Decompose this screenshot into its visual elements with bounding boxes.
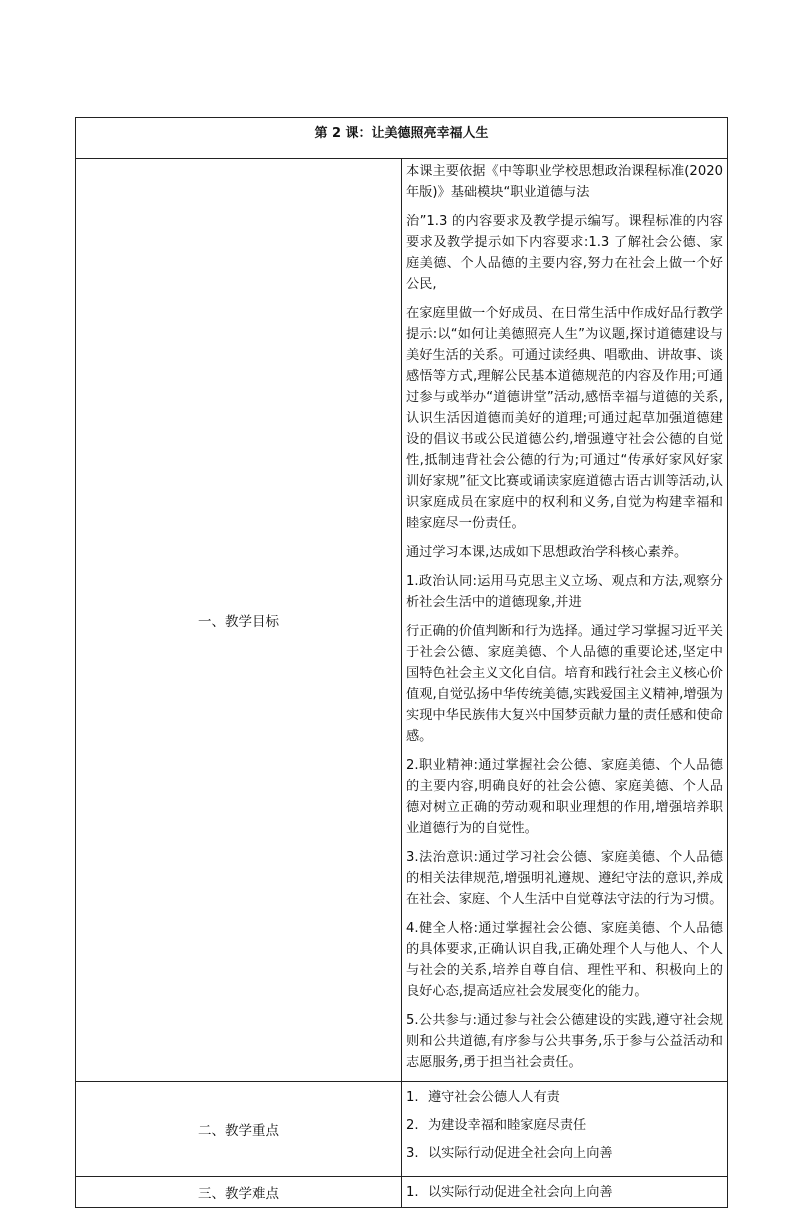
- lesson-title: 第 2 课：让美德照亮幸福人生: [314, 126, 489, 141]
- title-row: [76, 118, 728, 159]
- list-item: [406, 1179, 723, 1207]
- paragraph: 通过学习本课,达成如下思想政治学科核心素养。: [406, 545, 688, 560]
- paragraph: 在家庭里做一个好成员、在日常生活中作成好品行教学提示:以“如何让美德照亮人生”为议题,探讨道德建设与美好生活的关系。可通过读经典、唱歌曲、讲故事、谈感悟等方式,理解公民基本道德规范的内容及作用;可通过参与或举办“道德讲堂”活动,感悟幸福与道德的关系,认识生活因道德而美好的道理;可通过起草加强道德建设的倡议书或公民道德公约,增强遵守社会公德的自觉性,抵制违背社会公德的行为;可通过“传承好家风好家训好家规”征文比赛或诵读家庭道德古语古训等活动,认识家庭成员在家庭中的权利和义务,自觉为构建幸福和睦家庭尽一份责任。: [406, 306, 723, 531]
- paragraph: 治”1.3 的内容要求及教学提示编写。课程标准的内容要求及教学提示如下内容要求:1.3 了解社会公德、家庭美德、个人品德的主要内容,努力在社会上做一个好公民,: [406, 214, 723, 292]
- paragraph: 5.公共参与:通过参与社会公德建设的实践,遵守社会规则和公共道德,有序参与公共事务,乐于参与公益活动和志愿服务,勇于担当社会责任。: [406, 1013, 723, 1070]
- paragraph: 行正确的价值判断和行为选择。通过学习掌握习近平关于社会公德、家庭美德、个人品德的重要论述,坚定中国特色社会主义文化自信。培育和践行社会主义核心价值观,自觉弘扬中华传统美德,实践爱国主义精神,增强为实现中华民族伟大复兴中国梦贡献力量的责任感和使命感。: [406, 624, 723, 744]
- title-cell: [76, 118, 728, 159]
- list-item: [406, 1112, 723, 1140]
- key-points-content: [402, 1082, 728, 1177]
- section-row-objectives: [76, 159, 728, 1082]
- difficulties-content: [402, 1177, 728, 1208]
- list-text: 以实际行动促进全社会向上向善: [428, 1185, 613, 1200]
- list-text: 为建设幸福和睦家庭尽责任: [428, 1118, 587, 1133]
- section-label-objectives: 一、教学目标: [76, 159, 402, 1082]
- paragraph: 2.职业精神:通过掌握社会公德、家庭美德、个人品德的主要内容,明确良好的社会公德、家庭美德、个人品德对树立正确的劳动观和职业理想的作用,增强培养职业道德行为的自觉性。: [406, 758, 723, 836]
- paragraph: 本课主要依据《中等职业学校思想政治课程标准(2020 年版)》基础模块“职业道德与法: [406, 164, 723, 200]
- list-item: [406, 1140, 723, 1168]
- list-text: 遵守社会公德人人有责: [428, 1090, 560, 1105]
- paragraph: 3.法治意识:通过学习社会公德、家庭美德、个人品德的相关法律规范,增强明礼遵规、遵纪守法的意识,养成在社会、家庭、个人生活中自觉尊法守法的行为习惯。: [406, 850, 723, 907]
- lesson-plan-table: [75, 117, 728, 1208]
- paragraph: 4.健全人格:通过掌握社会公德、家庭美德、个人品德的具体要求,正确认识自我,正确处理个人与他人、个人与社会的关系,培养自尊自信、理性平和、积极向上的良好心态,提高适应社会发展变化的能力。: [406, 921, 723, 999]
- list-number: 1.: [406, 1185, 419, 1200]
- list-item: [406, 1084, 723, 1112]
- list-number: 3.: [406, 1146, 419, 1161]
- list-number: 2.: [406, 1118, 419, 1133]
- paragraph: 1.政治认同:运用马克思主义立场、观点和方法,观察分析社会生活中的道德现象,并进: [406, 574, 723, 610]
- list-text: 以实际行动促进全社会向上向善: [428, 1146, 613, 1161]
- section-label-difficulties: 三、教学难点: [76, 1177, 402, 1208]
- section-row-difficulties: [76, 1177, 728, 1208]
- section-label-key-points: 二、教学重点: [76, 1082, 402, 1177]
- list-number: 1.: [406, 1090, 419, 1105]
- objectives-content: [402, 159, 728, 1082]
- section-row-key-points: [76, 1082, 728, 1177]
